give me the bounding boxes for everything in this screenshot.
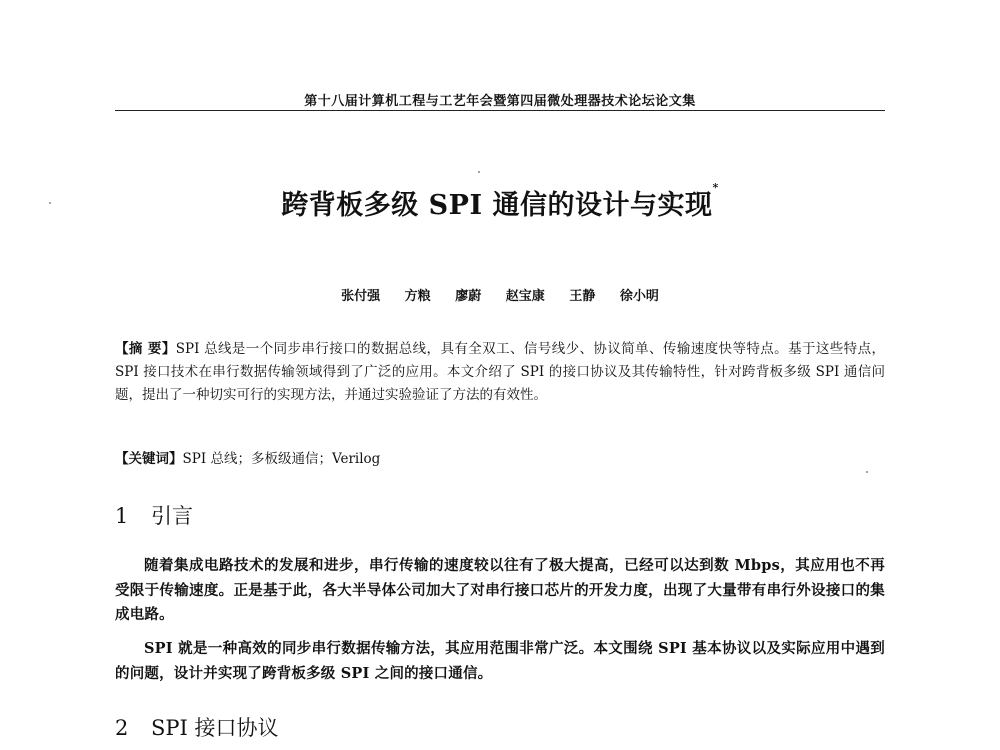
section-heading-spi-protocol	[115, 712, 279, 742]
author: 赵宝康	[505, 289, 545, 304]
title-footnote-mark: *	[712, 181, 719, 194]
section-title: SPI 接口协议	[151, 716, 279, 740]
author: 王静	[569, 289, 596, 304]
abstract-text: SPI 总线是一个同步串行接口的数据总线，具有全双工、信号线少、协议简单、传输速度快等特点。基于这些特点，SPI 接口技术在串行数据传输领域得到了广泛的应用。本文介绍了 SPI 的接口协议及其传输特性，针对跨背板多级 SPI 通信问题，提出了一种切实可行的实现方法，并通过实验验证了方法的有效性。	[115, 341, 885, 403]
author-list	[0, 285, 1000, 304]
author: 张付强	[341, 289, 381, 304]
abstract	[115, 338, 885, 407]
running-header: 第十八届计算机工程与工艺年会暨第四届微处理器技术论坛论文集	[304, 94, 696, 109]
scan-speck	[866, 471, 868, 473]
author: 廖蔚	[455, 289, 482, 304]
paper-title	[0, 183, 1000, 222]
body-paragraph: SPI 就是一种高效的同步串行数据传输方法，其应用范围非常广泛。本文围绕 SPI 基本协议以及实际应用中遇到的问题，设计并实现了跨背板多级 SPI 之间的接口通信。	[115, 640, 885, 682]
keywords-label: 【关键词】	[115, 451, 183, 467]
section-title: 引言	[151, 504, 193, 528]
section-heading-introduction	[115, 500, 193, 530]
author: 徐小明	[619, 289, 659, 304]
paper-title-text: 跨背板多级 SPI 通信的设计与实现	[281, 190, 713, 221]
abstract-label: 【摘 要】	[115, 341, 176, 357]
header-rule	[115, 110, 885, 111]
body-paragraph: 随着集成电路技术的发展和进步，串行传输的速度较以往有了极大提高，已经可以达到数 Mbps，其应用也不再受限于传输速度。正是基于此，各大半导体公司加大了对串行接口芯片的开发力度，出现了大量带有串行外设接口的集成电路。	[115, 557, 885, 623]
keywords	[115, 448, 885, 471]
scan-speck	[478, 171, 480, 173]
section-number: 1	[115, 504, 129, 528]
keywords-text: SPI 总线；多板级通信；Verilog	[182, 451, 381, 467]
section-number: 2	[115, 716, 129, 740]
author: 方粮	[404, 289, 431, 304]
